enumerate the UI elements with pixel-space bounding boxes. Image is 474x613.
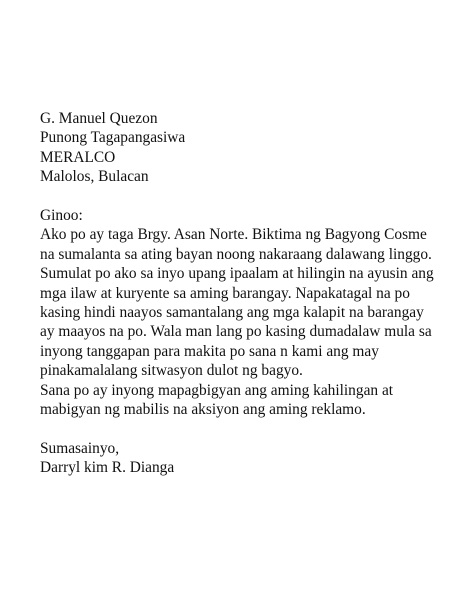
recipient-location: Malolos, Bulacan	[40, 168, 149, 186]
spacer	[40, 187, 460, 206]
letter-body	[40, 225, 460, 419]
spacer	[40, 419, 460, 438]
recipient-organization: MERALCO	[40, 148, 116, 166]
body-line: Sana po ay inyong mapagbigyan ang aming kahilingan at	[40, 381, 394, 399]
body-line: na sumalanta sa ating bayan noong nakaraang dalawang linggo.	[40, 245, 432, 263]
recipient-address	[40, 109, 460, 187]
body-line: ay maayos na po. Wala man lang po kasing dumadalaw mula sa	[40, 323, 432, 341]
letter-text	[40, 109, 460, 478]
recipient-name: G. Manuel Quezon	[40, 110, 158, 127]
body-line: inyong tanggapan para makita po sana n kami ang may	[40, 342, 379, 360]
body-line: mga ilaw at kuryente sa aming barangay. Napakatagal na po	[40, 284, 410, 302]
salutation: Ginoo:	[40, 207, 83, 225]
body-line: pinakamalalang sitwasyon dulot ng bagyo.	[40, 362, 303, 380]
body-line: Ako po ay taga Brgy. Asan Norte. Biktima ng Bagyong Cosme	[40, 226, 427, 244]
recipient-position: Punong Tagapangasiwa	[40, 129, 186, 147]
body-line: mabigyan ng mabilis na aksiyon ang aming reklamo.	[40, 401, 366, 419]
body-line: kasing hindi naayos samantalang ang mga kalapit na barangay	[40, 304, 424, 322]
signatory-name: Darryl kim R. Dianga	[40, 459, 175, 477]
closing: Sumasainyo,	[40, 439, 120, 457]
body-line: Sumulat po ako sa inyo upang ipaalam at hilingin na ayusin ang	[40, 265, 434, 283]
